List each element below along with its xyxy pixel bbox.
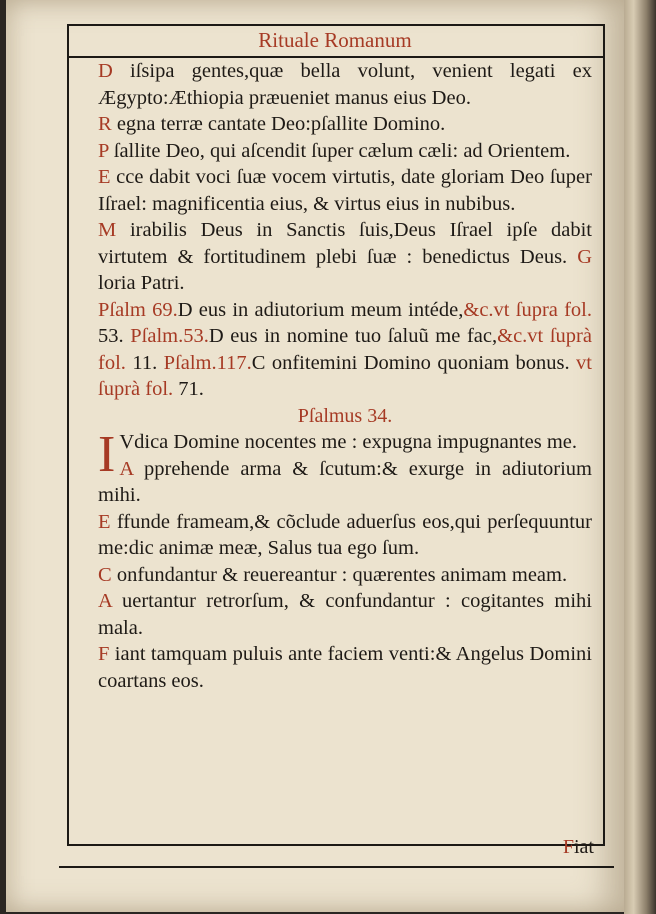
rubric-ref: &c.vt ſuprà fol. xyxy=(98,325,592,374)
running-head: Rituale Romanum xyxy=(258,28,412,52)
rubric-initial: D xyxy=(208,325,224,347)
rubric-folio: 11. xyxy=(125,351,164,374)
rubric-text: onfitemini Domino quoniam bonus. xyxy=(265,351,577,374)
verse-initial: E xyxy=(98,510,111,533)
catchword-text: iat xyxy=(574,836,594,858)
psalm-heading: Pſalmus 34. xyxy=(297,404,393,427)
verse-initial: A xyxy=(119,457,134,480)
rubric-psalm-117: Pſalm.117. xyxy=(163,351,252,374)
verse-text: uertantur retrorſum, & confundantur : cogitantes mihi mala. xyxy=(98,590,592,639)
verse-text: irabilis Deus in Sanctis ſuis,Deus Iſrael ipſe dabit virtutem & fortitudinem plebi ſuæ : benedictus Deus. xyxy=(98,219,592,268)
drop-cap: I xyxy=(98,426,116,483)
rubric-initial: C xyxy=(251,351,266,374)
rubric-folio: 71. xyxy=(173,378,204,400)
rubric-psalm-53: Pſalm.53. xyxy=(130,325,209,347)
verse-text: pprehende arma & ſcutum:& exurge in adiutorium mihi. xyxy=(98,457,592,506)
verse-initial: R xyxy=(98,113,112,135)
verse-initial: F xyxy=(98,643,110,665)
psalm-verse-2 xyxy=(98,456,592,509)
verse-3 xyxy=(98,138,592,165)
catchword xyxy=(563,836,594,859)
verse-text: iant tamquam puluis ante faciem venti:& Angelus Domini coartans eos. xyxy=(98,643,592,692)
verse-text: egna terræ cantate Deo:pſallite Domino. xyxy=(111,113,446,135)
page-edge xyxy=(624,0,656,914)
verse-initial: M xyxy=(98,219,117,241)
verse-text: iſsipa gentes,quæ bella volunt, venient legati ex Ægypto:Æthiopia præueniet manus eius Deo. xyxy=(98,60,592,109)
verse-2 xyxy=(98,111,592,138)
psalm-verse-5 xyxy=(98,588,592,641)
rubric-text: eus in adiutorium meum intéde, xyxy=(192,298,464,321)
rubric-block xyxy=(98,297,592,403)
verse-text: Vdica Domine nocentes me : expugna impugnantes me. xyxy=(119,431,578,453)
verse-initial: P xyxy=(98,139,109,162)
verse-initial: A xyxy=(98,590,112,612)
rubric-folio: 53. xyxy=(98,325,131,347)
verse-initial: E xyxy=(98,166,111,188)
psalm-verse-6 xyxy=(98,641,592,694)
rubric-psalm-69: Pſalm 69. xyxy=(98,298,178,321)
verse-text: ſallite Deo, qui aſcendit ſuper cælum cæli: ad Orientem. xyxy=(108,139,571,162)
bottom-rule xyxy=(59,866,614,868)
verse-5 xyxy=(98,217,592,297)
gloria-text: loria Patri. xyxy=(98,272,185,294)
psalm-verse-3 xyxy=(98,509,592,562)
rubric-ref: vt ſuprà fol. xyxy=(98,351,592,400)
rubric-ref: &c.vt ſupra fol. xyxy=(463,298,592,321)
verse-text: onfundantur & reuereantur : quærentes animam meam. xyxy=(111,563,568,586)
verse-1 xyxy=(98,58,592,111)
psalm-verse-4 xyxy=(98,562,592,589)
verse-initial: C xyxy=(98,563,112,586)
verse-text: ffunde frameam,& cõclude aduerſus eos,qui perſequuntur me:dic animæ meæ, Salus tua ego ſum. xyxy=(98,510,592,559)
rubric-initial: D xyxy=(177,298,193,321)
verse-initial: D xyxy=(98,60,113,82)
verse-text: cce dabit voci ſuæ vocem virtutis, date gloriam Deo ſuper Iſrael: magnificentia eius, & virtus eius in nubibus. xyxy=(98,166,592,215)
text-block xyxy=(98,58,592,694)
gloria-initial: G xyxy=(577,245,592,268)
verse-4 xyxy=(98,164,592,217)
rubric-text: eus in nomine tuo ſaluũ me fac, xyxy=(223,325,498,347)
catchword-initial: F xyxy=(562,836,574,858)
